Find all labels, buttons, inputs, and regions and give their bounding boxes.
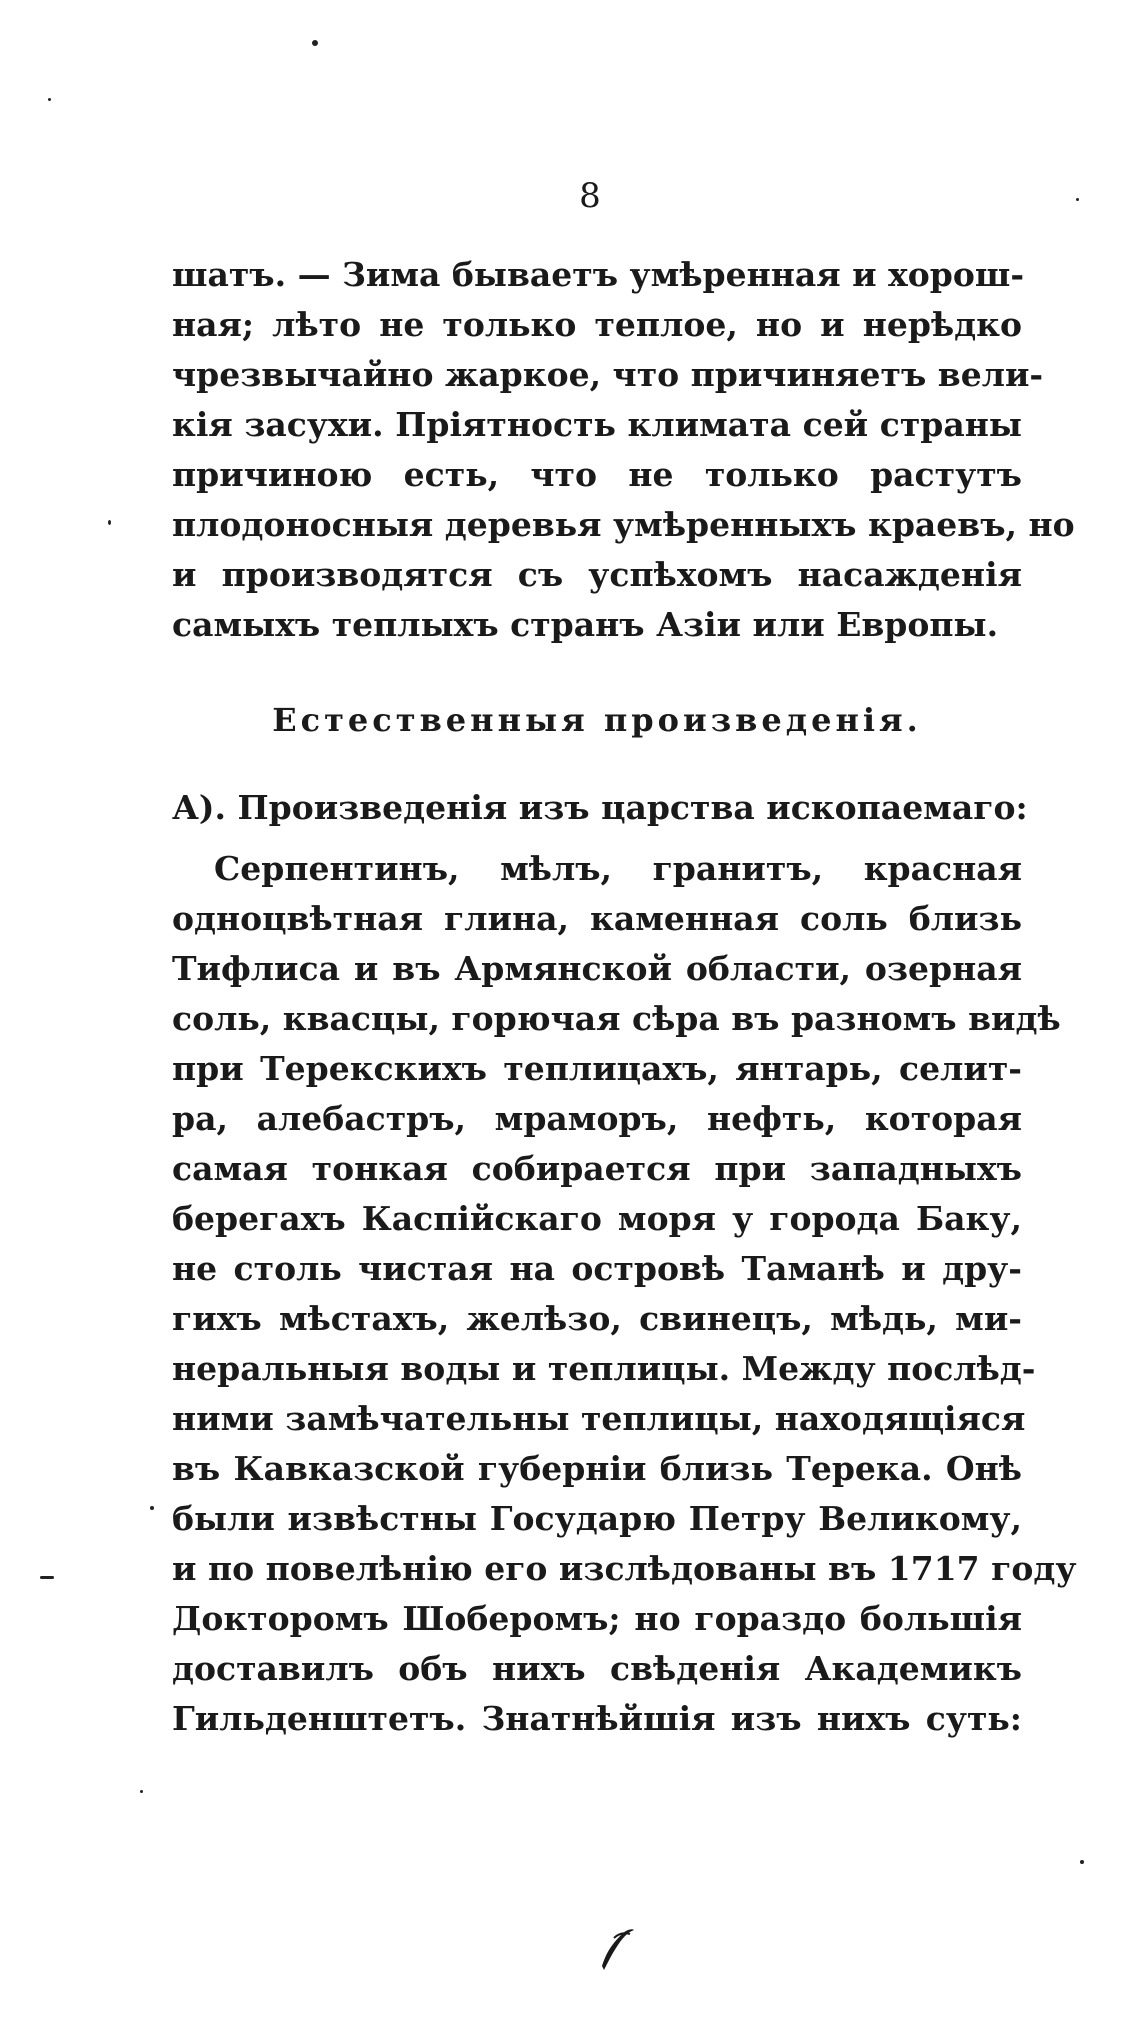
text-line: Тифлиса и въ Армянской области, озерная xyxy=(172,949,1022,988)
text-line: ная; лѣто не только теплое, но и нерѣдко xyxy=(172,305,1022,344)
paragraph-minerals xyxy=(172,844,1077,1744)
text-line: чрезвычайно жаркое, что причиняетъ вели- xyxy=(172,355,1044,394)
text-line: берегахъ Каспійскаго моря у города Баку, xyxy=(172,1199,1022,1238)
page-number: 8 xyxy=(579,176,601,216)
text-line: Докторомъ Шоберомъ; но гораздо большія xyxy=(172,1599,1022,1638)
text-line: не столь чистая на островѣ Таманѣ и дру- xyxy=(172,1249,1022,1288)
text-line: доставилъ объ нихъ свѣденія Академикъ xyxy=(172,1649,1022,1688)
scan-speck xyxy=(40,1576,54,1579)
text-line: шатъ. — Зима бываетъ умѣренная и хорош- xyxy=(172,255,1025,294)
text-line: кія засухи. Пріятность климата сей страны xyxy=(172,405,1022,444)
scan-speck xyxy=(312,40,318,46)
scan-speck xyxy=(1076,198,1079,201)
text-line: Серпентинъ, мѣлъ, гранитъ, красная xyxy=(214,849,1022,888)
scan-speck xyxy=(150,1506,154,1510)
text-line: и производятся съ успѣхомъ насажденія xyxy=(172,555,1022,594)
text-line: ними замѣчательны теплицы, находящіяся xyxy=(172,1399,1026,1438)
scan-speck xyxy=(108,520,111,525)
text-line: гихъ мѣстахъ, желѣзо, свинецъ, мѣдь, ми- xyxy=(172,1299,1022,1338)
text-line: самыхъ теплыхъ странъ Азіи или Европы. xyxy=(172,605,999,644)
text-line: Гильденштетъ. Знатнѣйшія изъ нихъ суть: xyxy=(172,1699,1022,1738)
text-line: причиною есть, что не только растутъ xyxy=(172,455,1022,494)
paragraph-climate xyxy=(172,250,1075,650)
text-line: при Терекскихъ теплицахъ, янтарь, селит- xyxy=(172,1049,1022,1088)
text-line: соль, квасцы, горючая сѣра въ разномъ видѣ xyxy=(172,999,1061,1038)
scan-speck xyxy=(1080,1860,1084,1864)
subsection-heading: А). Произведенія изъ царства ископаемаго: xyxy=(172,788,1028,827)
text-line: были извѣстны Государю Петру Великому, xyxy=(172,1499,1022,1538)
text-line: неральныя воды и теплицы. Между послѣд- xyxy=(172,1349,1036,1388)
text-line: самая тонкая собирается при западныхъ xyxy=(172,1149,1022,1188)
text-line: ра, алебастръ, мраморъ, нефть, которая xyxy=(172,1099,1022,1138)
text-line: плодоносныя деревья умѣренныхъ краевъ, но xyxy=(172,505,1075,544)
ink-flourish-icon xyxy=(592,1920,638,1972)
text-line: одноцвѣтная глина, каменная соль близь xyxy=(172,899,1022,938)
scan-speck xyxy=(140,1790,143,1793)
scan-speck xyxy=(48,98,51,101)
text-line: въ Кавказской губерніи близь Терека. Онѣ xyxy=(172,1449,1022,1488)
section-heading: Естественныя произведенія. xyxy=(272,701,922,739)
text-line: и по повелѣнію его изслѣдованы въ 1717 году xyxy=(172,1549,1077,1588)
